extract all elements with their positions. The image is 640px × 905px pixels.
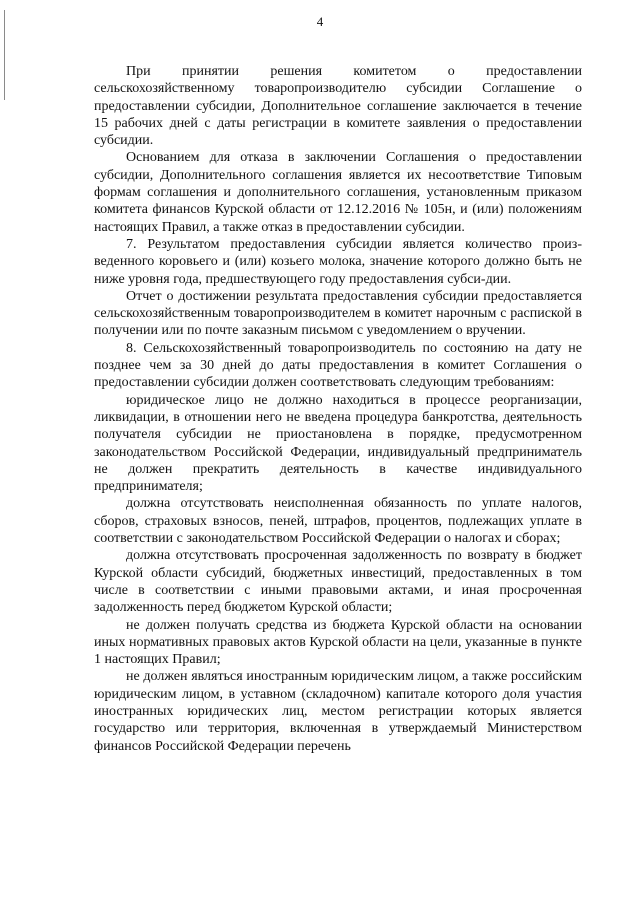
- paragraph-report: Отчет о достижении результата предоставления субсидии предоставляется сельскохозяйственным товаропроизводителем в комитет нарочным с распиской в получении или по почте заказным письмом с уведомлением о вручении.: [94, 288, 582, 339]
- document-body: [94, 63, 582, 755]
- requirement-no-reorganization: юридическое лицо не должно находиться в процессе реорганизации, ликвидации, в отношении него не введена процедура банкротства, деятельность получателя субсидии не приостановлена в порядке, предусмотренном законодательством Российской Федерации, индивидуальный предприниматель не должен прекратить деятельность в качестве индивидуального предпринимателя;: [94, 392, 582, 495]
- requirement-no-tax-debt: должна отсутствовать неисполненная обязанность по уплате налогов, сборов, страховых взносов, пеней, штрафов, процентов, подлежащих уплате в соответствии с законодательством Российской Федерации о налогах и сборах;: [94, 496, 582, 547]
- page-number: 4: [316, 14, 324, 29]
- paragraph-refusal-grounds: Основанием для отказа в заключении Соглашения о предоставлении субсидии, Дополнительного соглашения является их несоответствие Типовым формам соглашения и дополнительного соглашения, установленным приказом комитета финансов Курской области от 12.12.2016 № 105н, и (или) положениям настоящих Правил, а также отказ в предоставлении субсидии.: [94, 150, 582, 235]
- requirement-no-budget-debt: должна отсутствовать просроченная задолженность по возврату в бюджет Курской области субсидий, бюджетных инвестиций, предоставленных в том числе в соответствии с иными правовыми актами, и иная просроченная задолженность перед бюджетом Курской области;: [94, 548, 582, 616]
- requirement-not-foreign-entity: не должен являться иностранным юридическим лицом, а также российским юридическим лицом, в уставном (складочном) капитале которого доля участия иностранных юридических лиц, местом регистрации которых является государство или территория, включенная в утверждаемый Министерством финансов Российской Федерации перечень: [94, 669, 582, 754]
- paragraph-7-result: 7. Результатом предоставления субсидии является количество произ-веденного коровьего и (или) козьего молока, значение которого должно быть не ниже уровня года, предшествующего году предоставления субси-дии.: [94, 236, 582, 287]
- requirement-no-other-funds: не должен получать средства из бюджета Курской области на основании иных нормативных правовых актов Курской области на цели, указанные в пункте 1 настоящих Правил;: [94, 617, 582, 668]
- paragraph-agreement-conclusion: При принятии решения комитетом о предоставлении сельскохозяйственному товаропроизводителю субсидии Соглашение о предоставлении субсидии, Дополнительное соглашение заключается в течение 15 рабочих дней с даты регистрации в комитете заявления о предоставлении субсидии.: [94, 64, 582, 149]
- paragraph-8-requirements: 8. Сельскохозяйственный товаропроизводитель по состоянию на дату не позднее чем за 30 дней до даты предоставления в комитет Соглашения о предоставлении субсидии должен соответствовать следующим требованиям:: [94, 340, 582, 391]
